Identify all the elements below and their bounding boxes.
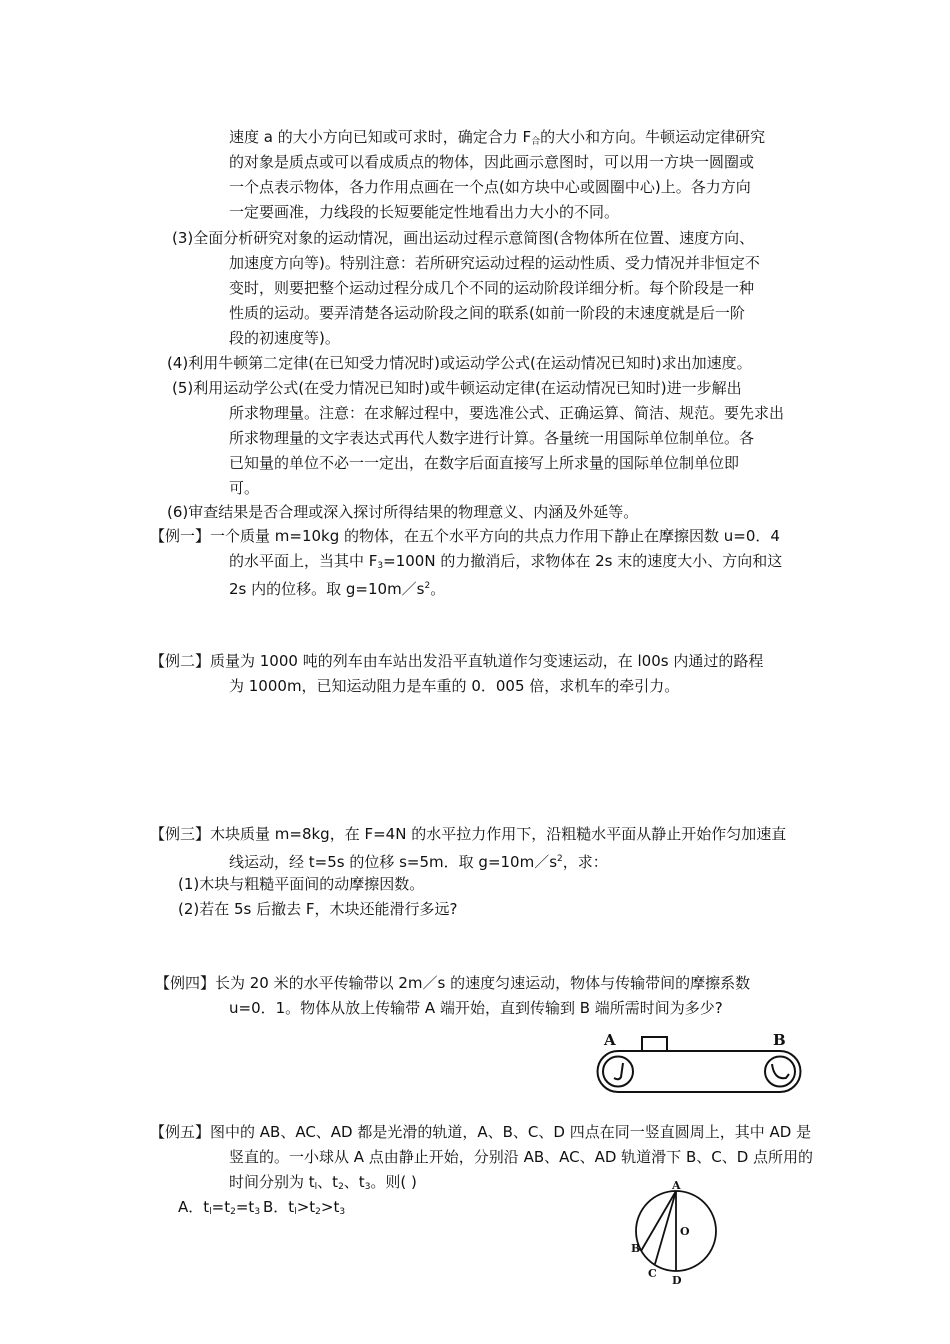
subscript: 合: [531, 137, 541, 147]
example-5-line: 【例五】图中的 AB、AC、AD 都是光滑的轨道，A、B、C、D 四点在同一竖直圆周上，其中 AD 是: [150, 1123, 812, 1141]
subscript: 2: [230, 1207, 236, 1217]
text-line: 竖直的。一小球从 A 点由静止开始，分别沿 AB、AC、AD 轨道滑下 B、C、D 点所用的: [229, 1148, 814, 1166]
text-line: 可。: [229, 479, 260, 497]
left-rotation-arrow: [614, 1063, 623, 1079]
subscript: 2: [315, 1207, 321, 1217]
text-span: 时间分别为 t: [229, 1173, 315, 1191]
text-line: 所求物理量的文字表达式再代人数字进行计算。各量统一用国际单位制单位。各: [229, 429, 755, 447]
text-span: 线运动，经 t=5s 的位移 s=5m．取 g=10m／s: [229, 853, 558, 871]
subscript: l: [209, 1207, 212, 1217]
example-3-line: 【例三】木块质量 m=8kg，在 F=4N 的水平拉力作用下，沿粗糙水平面从静止开始作匀加速直: [150, 825, 787, 843]
subscript: 3: [364, 1182, 371, 1192]
question-2: (2)若在 5s 后撤去 F，木块还能滑行多远?: [178, 900, 458, 918]
example-4-line: 【例四】长为 20 米的水平传输带以 2m／s 的速度匀速运动，物体与传输带间的摩擦系数: [155, 974, 751, 992]
circle-track-figure: [628, 1178, 728, 1288]
subscript: 3: [339, 1207, 346, 1217]
subscript: 3: [377, 561, 384, 571]
text-span: A．t: [178, 1198, 210, 1216]
superscript: 2: [424, 581, 431, 591]
track-ac: [655, 1191, 676, 1264]
label-o: O: [680, 1225, 690, 1238]
label-b: B: [773, 1031, 786, 1049]
text-line: 段的初速度等)。: [229, 329, 340, 347]
text-span: 。: [430, 580, 446, 598]
text-line: 的对象是质点或可以看成质点的物体，因此画示意图时，可以用一方块一圆圈或: [229, 153, 755, 171]
track-ab: [641, 1191, 676, 1251]
text-line: 变时，则要把整个运动过程分成几个不同的运动阶段详细分析。每个阶段是一种: [229, 279, 755, 297]
text-line: [229, 574, 445, 601]
step-3-line: (3)全面分析研究对象的运动情况，画出运动过程示意简图(含物体所在位置、速度方向、: [172, 229, 755, 247]
text-line: 所求物理量。注意：在求解过程中，要选准公式、正确运算、简洁、规范。要先求出: [229, 404, 785, 422]
step-5-line: (5)利用运动学公式(在受力情况已知时)或牛顿运动定律(在运动情况已知时)进一步解出: [172, 379, 742, 397]
subscript: 3: [254, 1207, 261, 1217]
label-a: A: [672, 1179, 681, 1192]
example-2-line: 【例二】质量为 1000 吨的列车由车站出发沿平直轨道作匀变速运动，在 l00s 内通过的路程: [150, 652, 764, 670]
text-span: >t: [296, 1198, 316, 1216]
right-rotation-arrow: [772, 1064, 789, 1078]
subscript: l: [314, 1182, 318, 1192]
text-line: 一个点表示物体，各力作用点画在一个点(如方块中心或圆圈中心)上。各力方向: [229, 178, 751, 196]
example-1-line: 【例一】一个质量 m=10kg 的物体，在五个水平方向的共点力作用下静止在摩擦因数 u=0．4: [150, 527, 780, 545]
text-span: 。则( ): [370, 1173, 417, 1191]
step-6-line: (6)审查结果是否合理或深入探讨所得结果的物理意义、内涵及外延等。: [167, 503, 639, 521]
conveyor-belt-figure: [590, 1028, 810, 1100]
text-line: [229, 847, 608, 874]
text-line: 一定要画准，力线段的长短要能定性地看出力大小的不同。: [229, 203, 620, 221]
label-d: D: [672, 1274, 682, 1287]
right-pulley: [765, 1057, 795, 1087]
text-line: 性质的运动。要弄清楚各运动阶段之间的联系(如前一阶段的末速度就是后一阶: [229, 304, 745, 322]
text-span: 2s 内的位移。取 g=10m／s: [229, 580, 425, 598]
text-span: B．t: [263, 1198, 295, 1216]
choice-a: [178, 1195, 260, 1224]
left-pulley: [603, 1057, 633, 1087]
text-span: 、t: [343, 1173, 365, 1191]
text-span: =100N 的力撤消后，求物体在 2s 末的速度大小、方向和这: [383, 552, 783, 570]
text-span: ，求：: [562, 853, 608, 871]
text-span: >t: [320, 1198, 340, 1216]
subscript: 2: [338, 1182, 344, 1192]
subscript: l: [294, 1207, 297, 1217]
text-span: 、t: [317, 1173, 339, 1191]
step-4-line: (4)利用牛顿第二定律(在已知受力情况时)或运动学公式(在运动情况已知时)求出加速度。: [167, 354, 752, 372]
text-line: u=0．1。物体从放上传输带 A 端开始，直到传输到 B 端所需时间为多少?: [229, 999, 723, 1017]
text-span: =t: [235, 1198, 255, 1216]
superscript: 2: [557, 854, 563, 864]
question-1: (1)木块与粗糙平面间的动摩擦因数。: [178, 875, 425, 893]
text-span: =t: [211, 1198, 231, 1216]
text-line: 为 1000m，已知运动阻力是车重的 0．005 倍，求机车的牵引力。: [229, 677, 680, 695]
label-b: B: [631, 1242, 641, 1255]
text-line: 加速度方向等)。特别注意：若所研究运动过程的运动性质、受力情况并非恒定不: [229, 254, 760, 272]
label-c: C: [648, 1267, 657, 1280]
text-span: 速度 a 的大小方向已知或可求时，确定合力 F: [229, 128, 532, 146]
label-a: A: [604, 1031, 616, 1049]
block: [642, 1037, 667, 1051]
text-span: 的大小和方向。牛顿运动定律研究: [540, 128, 766, 146]
text-span: 的水平面上，当其中 F: [229, 552, 378, 570]
choice-b: [263, 1195, 345, 1224]
text-line: 已知量的单位不必一一定出，在数字后面直接写上所求量的国际单位制单位即: [229, 454, 740, 472]
